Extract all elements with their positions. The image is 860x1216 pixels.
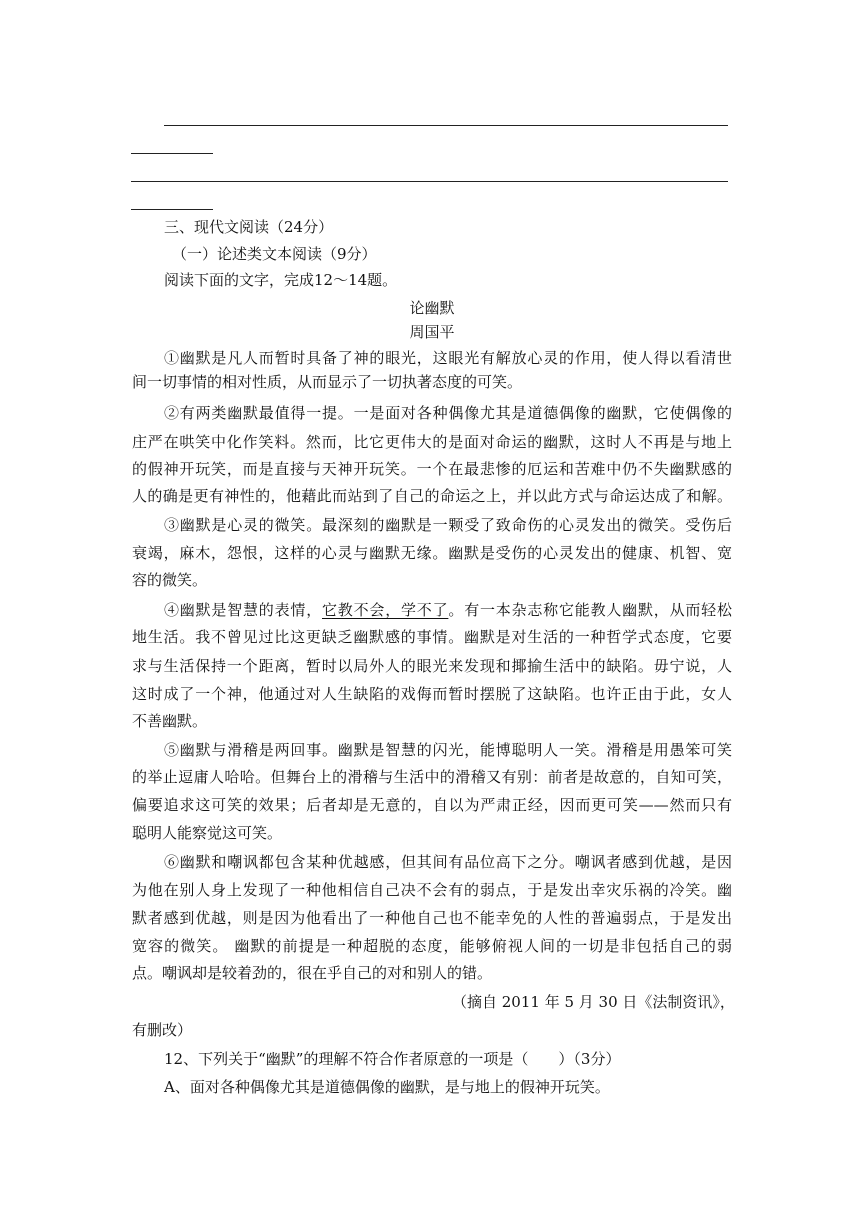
paragraph-3-line-3: 容的微笑。 <box>132 571 208 589</box>
answer-line-1 <box>164 125 728 126</box>
source-citation-line-1: （摘自 2011 年 5 月 30 日《法制资讯》， <box>452 993 735 1011</box>
answer-line-2 <box>131 181 728 182</box>
paragraph-4-text-after: 。有一本杂志称它能教人幽默，从而轻松 <box>448 601 732 619</box>
paragraph-5-line-3: 偏要追求这可笑的效果；后者却是无意的，自以为严肃正经，因而更可笑——然而只有 <box>132 796 732 814</box>
answer-line-2-tail <box>131 209 213 210</box>
paragraph-1-line-1: ①幽默是凡人而暂时具备了神的眼光，这眼光有解放心灵的作用，使人得以看清世 <box>164 349 732 367</box>
paragraph-2-line-4: 人的确是更有神性的，他藉此而站到了自己的命运之上，并以此方式与命运达成了和解。 <box>132 487 732 505</box>
section-subheading: （一）论述类文本阅读（9分） <box>172 245 377 263</box>
paragraph-5-line-1: ⑤幽默与滑稽是两回事。幽默是智慧的闪光，能博聪明人一笑。滑稽是用愚笨可笑 <box>164 741 732 759</box>
paragraph-6-line-3: 默者感到优越，则是因为他看出了一种他自己也不能幸免的人性的普遍弱点，于是发出 <box>132 909 732 927</box>
paragraph-6-line-2: 为他在别人身上发现了一种他相信自己决不会有的弱点，于是发出幸灾乐祸的冷笑。幽 <box>132 881 732 899</box>
section-heading: 三、现代文阅读（24分） <box>164 218 334 236</box>
paragraph-2-line-1: ②有两类幽默最值得一提。一是面对各种偶像尤其是道德偶像的幽默，它使偶像的 <box>164 404 732 422</box>
paragraph-4-line-5: 不善幽默。 <box>132 712 208 730</box>
paragraph-4-line-4: 这时成了一个神，他通过对人生缺陷的戏侮而暂时摆脱了这缺陷。也许正由于此，女人 <box>132 685 732 703</box>
paragraph-6-line-1: ⑥幽默和嘲讽都包含某种优越感，但其间有品位高下之分。嘲讽者感到优越，是因 <box>164 853 732 871</box>
question-12-stem: 12、下列关于“幽默”的理解不符合作者原意的一项是（ ）（3分） <box>164 1050 621 1068</box>
paragraph-2-line-2: 庄严在哄笑中化作笑料。然而，比它更伟大的是面对命运的幽默，这时人不再是与地上 <box>132 433 732 451</box>
underlined-phrase: 它教不会，学不了 <box>322 601 449 619</box>
paragraph-3-line-1: ③幽默是心灵的微笑。最深刻的幽默是一颗受了致命伤的心灵发出的微笑。受伤后 <box>164 516 732 534</box>
paragraph-4-line-2: 地生活。我不曾见过比这更缺乏幽默感的事情。幽默是对生活的一种哲学式态度，它要 <box>132 628 732 646</box>
question-12-option-a: A、面对各种偶像尤其是道德偶像的幽默，是与地上的假神开玩笑。 <box>164 1078 610 1096</box>
paragraph-6-line-5: 点。嘲讽却是较着劲的，很在乎自己的对和别人的错。 <box>132 964 493 982</box>
paragraph-4-line-1 <box>164 600 732 620</box>
article-title: 论幽默 <box>409 299 455 317</box>
article-author: 周国平 <box>409 323 455 341</box>
paragraph-5-line-2: 的举止逗庸人哈哈。但舞台上的滑稽与生活中的滑稽又有别：前者是故意的，自知可笑， <box>132 768 732 786</box>
paragraph-4-text-before: ④幽默是智慧的表情， <box>164 601 322 619</box>
paragraph-2-line-3: 的假神开玩笑，而是直接与天神开玩笑。一个在最悲惨的厄运和苦难中仍不失幽默感的 <box>132 460 732 478</box>
reading-instruction: 阅读下面的文字，完成12～14题。 <box>164 271 398 289</box>
paragraph-6-line-4: 宽容的微笑。 幽默的前提是一种超脱的态度，能够俯视人间的一切是非包括自己的弱 <box>132 937 732 955</box>
paragraph-5-line-4: 聪明人能察觉这可笑。 <box>132 824 283 842</box>
paragraph-1-line-2: 间一切事情的相对性质，从而显示了一切执著态度的可笑。 <box>132 373 523 391</box>
paragraph-3-line-2: 衰竭，麻木，怨恨，这样的心灵与幽默无缘。幽默是受伤的心灵发出的健康、机智、宽 <box>132 544 732 562</box>
paragraph-4-line-3: 求与生活保持一个距离，暂时以局外人的眼光来发现和揶揄生活中的缺陷。毋宁说，人 <box>132 657 732 675</box>
source-citation-line-2: 有删改） <box>132 1021 193 1039</box>
answer-line-1-tail <box>131 153 213 154</box>
